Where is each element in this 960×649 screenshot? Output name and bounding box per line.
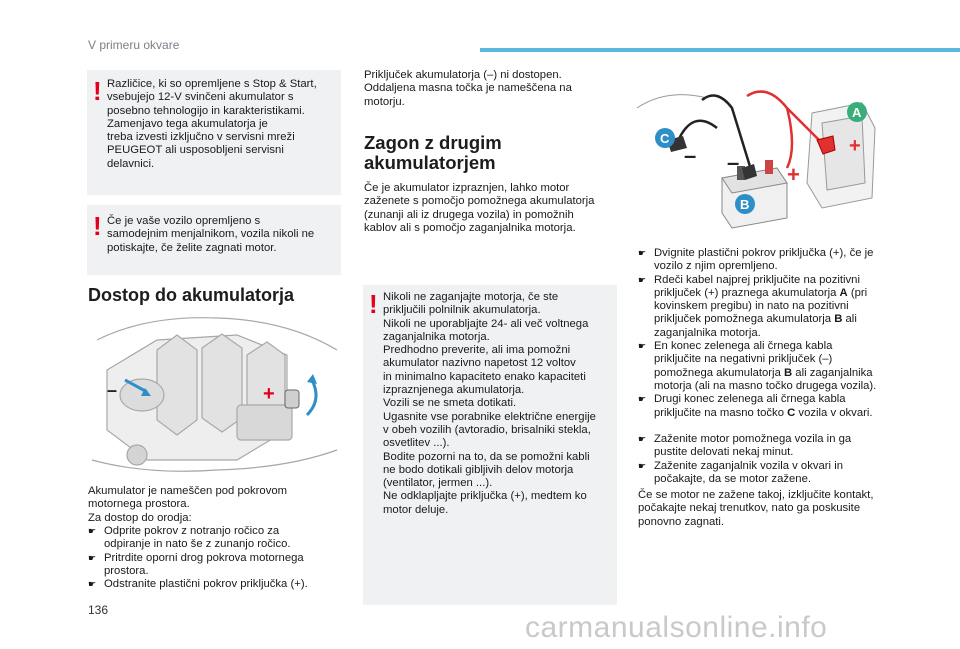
text-line: odpiranje in nato še z zunanjo ročico. xyxy=(104,538,291,551)
svg-text:B: B xyxy=(740,197,750,212)
text-line: posebno tehnologijo in karakteristikami. xyxy=(107,104,305,117)
text-line: Predhodno preverite, ali ima pomožni xyxy=(383,344,571,357)
text-line: v obeh vozilih (avtoradio, brisalniki stekla, xyxy=(383,423,591,436)
text-line: treba izvesti izključno v servisni mreži xyxy=(107,131,295,144)
svg-text:+: + xyxy=(263,383,275,405)
text-line: PEUGEOT ali usposobljeni servisni xyxy=(107,144,284,157)
text-line: Oddaljena masna točka je nameščena na xyxy=(364,82,572,95)
text-line: ponovno zagnati. xyxy=(638,515,725,528)
hand-pointer-bullet-icon: ☛ xyxy=(638,341,647,352)
text-line: zaženete s pomočjo pomožnega akumulatorja xyxy=(364,195,595,208)
text-line: izpraznjenega akumulatorja. xyxy=(383,384,525,397)
text-line: kovinskem pregibu) in nato na pozitivni xyxy=(654,300,849,313)
list-item xyxy=(88,578,342,591)
list-item xyxy=(88,525,342,552)
text-line: priključek pomožnega akumulatorja B ali xyxy=(654,313,857,326)
warning-box-automatic xyxy=(87,205,341,275)
jump-start-diagram xyxy=(637,88,877,238)
list-item xyxy=(638,247,906,274)
text-line: priključite na masno točko C vozila v okvari. xyxy=(654,406,873,419)
text-line: ☛ En konec zelenega ali črnega kabla xyxy=(638,340,833,353)
text-line: ☛ Zaženite zaganjalnik vozila v okvari in xyxy=(638,459,844,472)
text-line: potiskajte, če želite zagnati motor. xyxy=(107,241,277,254)
header-title: V primeru okvare xyxy=(88,38,180,52)
text-line: Akumulator je nameščen pod pokrovom xyxy=(88,485,288,497)
hand-pointer-bullet-icon: ☛ xyxy=(88,579,97,590)
text-line: motor deluje. xyxy=(383,503,449,516)
text-line: osvetlitev ...). xyxy=(383,437,450,450)
text-line: motorja (ali na masno točko drugega vozila). xyxy=(654,379,877,392)
battery-access-text xyxy=(88,485,342,525)
section-title-battery-access: Dostop do akumulatorja xyxy=(88,285,295,305)
text-line: motorju. xyxy=(364,95,405,108)
text-line: Nikoli ne uporabljajte 24- ali več voltnega xyxy=(383,317,589,330)
text-line: pustite delovati nekaj minut. xyxy=(654,446,794,459)
jump-start-steps-1 xyxy=(638,247,906,420)
text-line: Za dostop do orodja: xyxy=(88,511,192,524)
text-line: ne bodo dotikali gibljivih delov motorja xyxy=(383,463,574,476)
label-b-marker xyxy=(735,194,755,214)
engine-compartment-illustration xyxy=(87,310,341,480)
hand-pointer-bullet-icon: ☛ xyxy=(638,394,647,405)
hand-pointer-bullet-icon: ☛ xyxy=(638,434,647,444)
warning-text-automatic xyxy=(107,215,337,255)
text-line: Če je akumulator izpraznjen, lahko motor xyxy=(364,182,570,194)
list-item xyxy=(638,460,906,487)
list-item xyxy=(638,340,906,393)
label-c-marker xyxy=(655,128,675,148)
text-line: Vozili se ne smeta dotikati. xyxy=(383,397,517,410)
text-line: Različice, ki so opremljene s Stop & Start, xyxy=(107,78,317,90)
list-item xyxy=(638,393,906,420)
text-line: ☛ Odprite pokrov z notranjo ročico za xyxy=(88,525,280,537)
text-line: priključili polnilnik akumulatorja. xyxy=(383,304,541,317)
text-line: priključite na negativni priključek (–) xyxy=(654,353,833,366)
text-line: Bodite pozorni na to, da se pomožni kabli xyxy=(383,450,590,463)
svg-text:A: A xyxy=(852,105,862,120)
hand-pointer-bullet-icon: ☛ xyxy=(88,552,97,563)
warning-icon: ! xyxy=(369,289,378,319)
text-line: (zunanji ali iz drugega vozila) in pomožnih xyxy=(364,208,574,221)
warning-box-stop-start xyxy=(87,70,341,195)
text-line: ☛ Pritrdite oporni drog pokrova motornega xyxy=(88,551,304,564)
hand-pointer-bullet-icon: ☛ xyxy=(88,526,97,536)
text-line: Če je vaše vozilo opremljeno s xyxy=(107,215,261,227)
svg-text:–: – xyxy=(107,380,118,400)
text-line: (ventilator, jermen ...). xyxy=(383,477,493,490)
negative-terminal-note xyxy=(364,69,618,109)
text-line: kablov ali s pomočjo zaganjalnika motorja. xyxy=(364,221,576,234)
minus-marker: – xyxy=(684,143,697,168)
plus-marker: + xyxy=(787,162,800,187)
text-line: Zamenjavo tega akumulatorja je xyxy=(107,117,268,130)
text-line: Ugasnite vse porabnike električne energije xyxy=(383,410,596,423)
text-line: in minimalno kapaciteto enako kapaciteti xyxy=(383,370,586,383)
warning-icon: ! xyxy=(93,76,102,106)
text-line: akumulator nazivno napetost 12 voltov xyxy=(383,357,576,370)
text-line: Nikoli ne zaganjajte motorja, če ste xyxy=(383,291,559,303)
minus-marker: – xyxy=(727,150,740,175)
text-line: ☛ Drugi konec zelenega ali črnega kabla xyxy=(638,393,846,406)
text-line: počakajte nekaj trenutkov, nato ga poskusite xyxy=(638,502,861,515)
text-line: delavnici. xyxy=(107,157,155,170)
site-watermark: carmanualsonline.info xyxy=(525,611,828,644)
text-line: ☛ Zaženite motor pomožnega vozila in ga xyxy=(638,433,852,445)
text-line: akumulatorjem xyxy=(364,152,496,173)
jump-start-retry-note xyxy=(638,489,906,529)
text-line: zaganjalnika motorja. xyxy=(654,326,761,339)
text-line: vsebujejo 12-V svinčeni akumulator s xyxy=(107,91,294,104)
page-number: 136 xyxy=(88,603,109,617)
battery-access-steps xyxy=(88,525,342,591)
hand-pointer-bullet-icon: ☛ xyxy=(638,248,647,258)
label-a-marker xyxy=(847,102,867,122)
warning-text-jump-start xyxy=(383,291,615,517)
text-line: ☛ Odstranite plastični pokrov priključka (+). xyxy=(88,578,308,591)
text-line: samodejnim menjalnikom, vozila nikoli ne xyxy=(107,228,315,241)
plus-marker: + xyxy=(849,135,861,157)
list-item xyxy=(638,274,906,340)
warning-icon: ! xyxy=(93,211,102,241)
jump-start-intro xyxy=(364,182,618,235)
text-line: vozilo z njim opremljeno. xyxy=(654,260,778,273)
text-line: priključek (+) praznega akumulatorja A (pri xyxy=(654,286,868,299)
header-accent-bar xyxy=(480,48,960,52)
hand-pointer-bullet-icon: ☛ xyxy=(638,274,647,285)
text-line: ☛ Rdeči kabel najprej priključite na pozitivni xyxy=(638,273,860,286)
text-line: Zagon z drugim xyxy=(364,132,502,153)
text-line: pomožnega akumulatorja B ali zaganjalnika xyxy=(654,366,873,379)
jump-start-steps-2 xyxy=(638,433,906,486)
list-item xyxy=(638,433,906,460)
warning-box-jump-start xyxy=(363,285,617,605)
section-title-jump-start xyxy=(364,133,502,173)
hand-pointer-bullet-icon: ☛ xyxy=(638,460,647,471)
text-line: počakajte, da se motor zažene. xyxy=(654,472,811,485)
text-line: Če se motor ne zažene takoj, izključite kontakt, xyxy=(638,489,874,501)
text-line: Priključek akumulatorja (–) ni dostopen. xyxy=(364,69,562,81)
text-line: motornega prostora. xyxy=(88,498,190,511)
svg-text:C: C xyxy=(660,131,670,146)
text-line: Ne odklapljajte priključka (+), medtem ko xyxy=(383,490,587,503)
warning-text-stop-start xyxy=(107,78,337,171)
text-line: prostora. xyxy=(104,564,149,577)
text-line: zaganjalnika motorja. xyxy=(383,330,490,343)
text-line: ☛ Dvignite plastični pokrov priključka (+), če je xyxy=(638,247,874,259)
list-item xyxy=(88,552,342,579)
